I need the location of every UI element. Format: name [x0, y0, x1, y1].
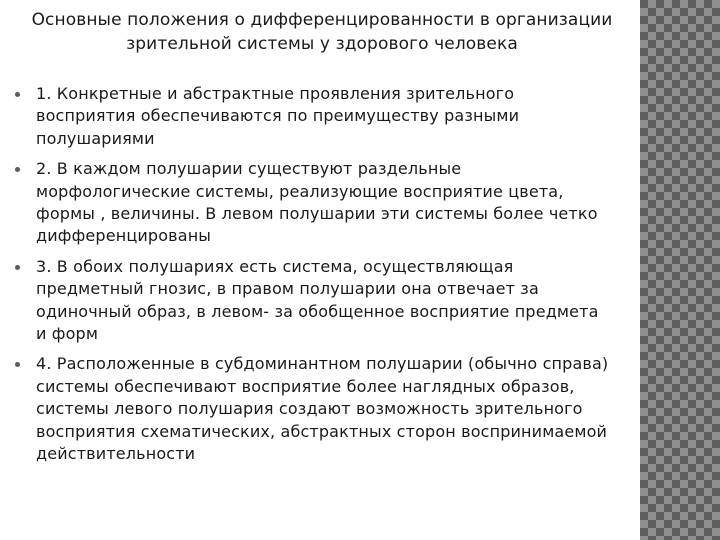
bullet-text: 2. В каждом полушарии существуют раздельные морфологические системы, реализующие восприятие цвета, формы , величины. В левом полушарии эти системы более четко дифференцированы — [36, 159, 598, 246]
bullet-text: 4. Расположенные в субдоминантном полушарии (обычно справа) системы обеспечивают восприятие более наглядных образов, системы левого полушария создают возможность зрительного восприятия схематических, абстрактных сторон воспринимаемой действительности — [36, 354, 609, 464]
bullet-dot-icon — [15, 265, 20, 270]
bullet-item-1 — [14, 83, 614, 150]
decorative-pattern-panel — [640, 0, 720, 540]
slide-title: Основные положения о дифференцированности в организации зрительной системы у здорового человека — [31, 10, 613, 54]
bullet-text: 3. В обоих полушариях есть система, осуществляющая предметный гнозис, в правом полушарии она отвечает за одиночный образ, в левом- за обобщенное восприятие предмета и форм — [36, 256, 599, 344]
bullet-list — [14, 83, 614, 474]
bullet-text: 1. Конкретные и абстрактные проявления зрительного восприятия обеспечиваются по преимуществу разными полушариями — [36, 84, 520, 148]
bullet-dot-icon — [15, 167, 20, 172]
bullet-dot-icon — [15, 362, 20, 367]
bullet-dot-icon — [15, 92, 20, 97]
bullet-item-3 — [14, 256, 614, 346]
bullet-item-2 — [14, 158, 614, 248]
bullet-item-4 — [14, 353, 614, 465]
